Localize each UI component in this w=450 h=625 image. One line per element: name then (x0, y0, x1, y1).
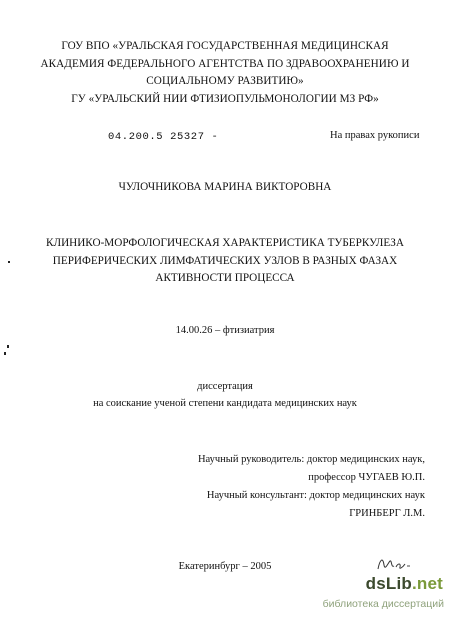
scan-artifact-dot (4, 352, 6, 355)
scan-artifact-dot (7, 345, 9, 348)
registration-stamp: 04.200.5 25327 - (108, 131, 219, 143)
title-line: ПЕРИФЕРИЧЕСКИХ ЛИМФАТИЧЕСКИХ УЗЛОВ В РАЗНЫХ ФАЗАХ (52, 254, 398, 267)
watermark-logo-suffix: .net (411, 574, 443, 593)
supervisor-block (198, 451, 425, 523)
institution-line: ГУ «УРАЛЬСКИЙ НИИ ФТИЗИОПУЛЬМОНОЛОГИИ МЗ РФ» (71, 92, 379, 105)
dslib-watermark (268, 570, 448, 622)
watermark-logo (366, 574, 443, 594)
city-year: Екатеринбург – 2005 (178, 561, 272, 572)
institution-line: СОЦИАЛЬНОМУ РАЗВИТИЮ» (146, 75, 304, 87)
supervisor-line: профессор ЧУГАЕВ Ю.П. (308, 472, 425, 483)
degree-statement (0, 378, 450, 412)
institution-line: ГОУ ВПО «УРАЛЬСКАЯ ГОСУДАРСТВЕННАЯ МЕДИЦИНСКАЯ (61, 40, 389, 52)
rights-note: На правах рукописи (330, 130, 420, 141)
watermark-subtitle: библиотека диссертаций (322, 598, 444, 610)
dissertation-title (0, 235, 450, 288)
title-line: КЛИНИКО-МОРФОЛОГИЧЕСКАЯ ХАРАКТЕРИСТИКА ТУБЕРКУЛЕЗА (46, 237, 404, 249)
author-name: ЧУЛОЧНИКОВА МАРИНА ВИКТОРОВНА (118, 181, 332, 193)
degree-line: диссертация (197, 381, 253, 392)
supervisor-line: Научный консультант: доктор медицинских наук (206, 490, 425, 501)
scan-artifact-dot (8, 261, 10, 263)
degree-line: на соискание ученой степени кандидата медицинских наук (93, 398, 357, 409)
title-line: АКТИВНОСТИ ПРОЦЕССА (155, 272, 295, 284)
supervisor-line: ГРИНБЕРГ Л.М. (349, 508, 425, 519)
supervisor-line: Научный руководитель: доктор медицинских наук, (197, 454, 425, 465)
specialty-code: 14.00.26 – фтизиатрия (175, 325, 275, 336)
watermark-logo-prefix: dsLib (365, 574, 412, 593)
institution-line: АКАДЕМИЯ ФЕДЕРАЛЬНОГО АГЕНТСТВА ПО ЗДРАВООХРАНЕНИЮ И (40, 57, 410, 70)
institution-header (0, 38, 450, 108)
